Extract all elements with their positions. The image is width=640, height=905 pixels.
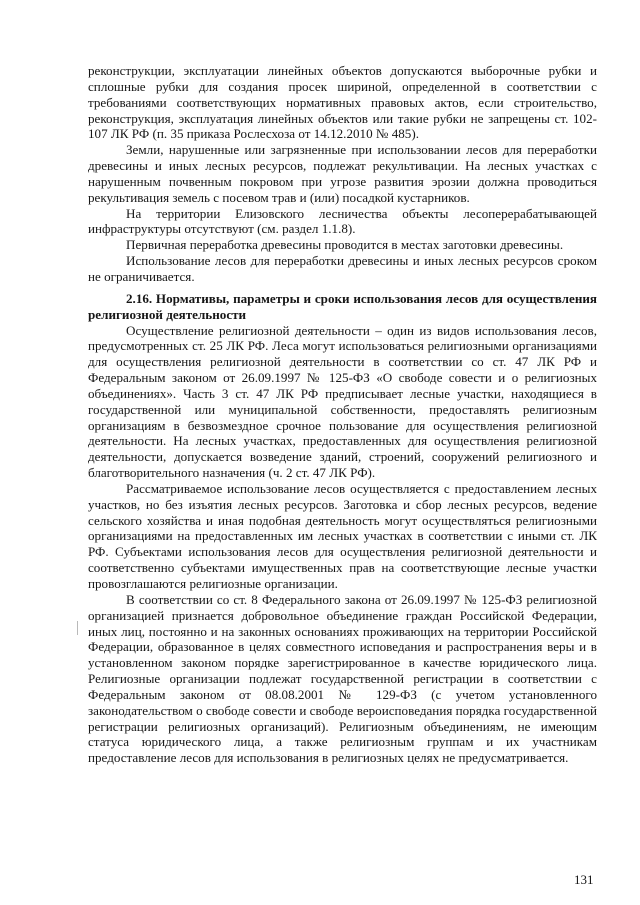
paragraph-usage-without-withdrawal: Рассматриваемое использование лесов осуществляется с предоставлением лесных участков, но без изъятия лесных ресурсов. Заготовка и сбор лесных ресурсов, ведение сельского хозяйства и иная подобная деятельность могут осуществляться религиозными организациями на предоставленных им лесных участках в соответствии с иными ст. ЛК РФ. Субъектами использования лесов для осуществления религиозной деятельности и соответственно субъектами имущественных прав на соответствующие лесные участки провозглашаются религиозные организации. [88,480,597,591]
margin-mark [77,621,81,635]
paragraph-processing-infrastructure: На территории Елизовского лесничества объекты лесоперерабатывающей инфраструктуры отсутствуют (см. раздел 1.1.8). [88,205,597,237]
paragraph-land-reclamation: Земли, нарушенные или загрязненные при использовании лесов для переработки древесины и иных лесных ресурсов, подлежат рекультивации. На лесных участках с нарушенным почвенным покровом при угрозе развития эрозии должна проводиться рекультивация земель с посевом трав и (или) посадкой кустарников. [88,142,597,205]
paragraph-religious-activity: Осуществление религиозной деятельности – один из видов использования лесов, предусмотренных ст. 25 ЛК РФ. Леса могут использоваться религиозными организациями для осуществления религиозной деятельности в соответствии со ст. 47 ЛК РФ и Федеральным законом от 26.09.1997 № 125-ФЗ «О свободе совести и о религиозных объединениях». Часть 3 ст. 47 ЛК РФ предписывает лесные участки, находящиеся в государственной или муниципальной собственности, предоставлять религиозным организациям в безвозмездное срочное пользование для осуществления религиозной деятельности. На лесных участках, предоставленных для осуществления религиозной деятельности, допускается возведение зданий, строений, сооружений религиозного и благотворительного назначения (ч. 2 ст. 47 ЛК РФ). [88,322,597,481]
page-number: 131 [574,872,594,887]
paragraph-primary-processing: Первичная переработка древесины проводится в местах заготовки древесины. [126,237,564,253]
page-body [88,63,597,766]
section-heading-2-16: 2.16. Нормативы, параметры и сроки использования лесов для осуществления религиозной деятельности [88,290,597,322]
paragraph-religious-organization-definition: В соответствии со ст. 8 Федерального закона от 26.09.1997 № 125-ФЗ религиозной организацией признается добровольное объединение граждан Российской Федерации, иных лиц, постоянно и на законных основаниях проживающих на территории Российской Федерации, образованное в целях совместного исповедания и распространения веры и в установленном законом порядке зарегистрированное в качестве юридического лица. Религиозные организации подлежат государственной регистрации в соответствии с Федеральным законом от 08.08.2001 № 129-ФЗ (с учетом установленного законодательством о свободе совести и свободе вероисповедания порядка государственной регистрации религиозных организаций). Религиозным объединениям, не имеющим статуса юридического лица, а также религиозным группам и их участникам предоставление лесов для использования в религиозных целях не предусматривается. [88,591,597,766]
paragraph-linear-objects-cutting: реконструкции, эксплуатации линейных объектов допускаются выборочные рубки и сплошные рубки для создания просек шириной, определенной в соответствии с требованиями соответствующих нормативных правовых актов, если строительство, реконструкция, эксплуатация линейных объектов или такие рубки не запрещены ст. 102-107 ЛК РФ (п. 35 приказа Рослесхоза от 14.12.2010 № 485). [88,63,597,142]
paragraph-processing-term: Использование лесов для переработки древесины и иных лесных ресурсов сроком не ограничивается. [88,253,597,284]
